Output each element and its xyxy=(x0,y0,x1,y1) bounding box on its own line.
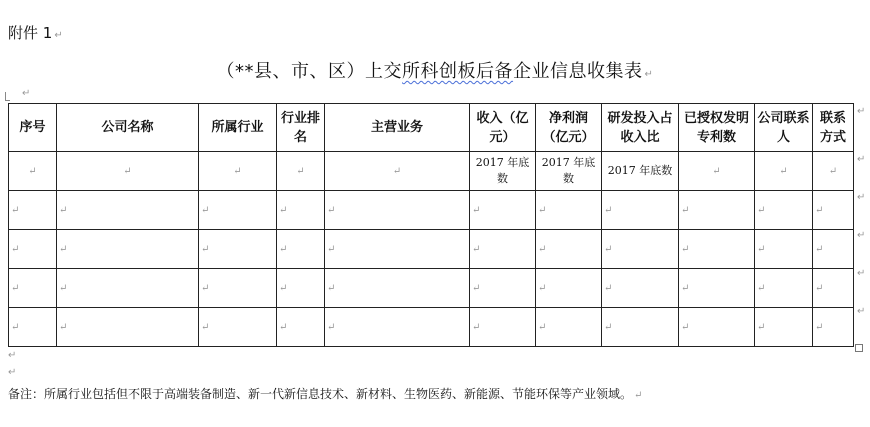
paragraph-mark-icon: ↵ xyxy=(538,243,547,255)
table-cell[interactable] xyxy=(470,269,536,308)
footnote-text: 备注：所属行业包括但不限于高端装备制造、新一代新信息技术、新材料、生物医药、新能源、节能环保等产业领域。 xyxy=(8,387,633,401)
paragraph-mark-icon: ↵ xyxy=(54,30,63,41)
paragraph-mark-icon: ↵ xyxy=(8,350,17,361)
header-cell: 行业排名 xyxy=(277,104,325,152)
table-cell[interactable] xyxy=(679,308,755,347)
unit-cell: 2017 年底数 xyxy=(536,152,602,191)
table-resize-handle[interactable] xyxy=(855,344,863,352)
table-cell[interactable] xyxy=(325,152,470,191)
title-suffix: 企业信息收集表 xyxy=(513,61,643,82)
unit-cell: 2017 年底数 xyxy=(602,152,679,191)
paragraph-mark-icon: ↵ xyxy=(815,204,824,216)
paragraph-mark-icon: ↵ xyxy=(123,165,132,177)
table-cell[interactable] xyxy=(813,269,854,308)
header-cell: 研发投入占收入比 xyxy=(602,104,679,152)
table-cell[interactable] xyxy=(813,191,854,230)
paragraph-mark-icon: ↵ xyxy=(681,321,690,333)
header-row xyxy=(9,104,854,152)
paragraph-mark-icon: ↵ xyxy=(279,321,288,333)
table-cell[interactable] xyxy=(325,308,470,347)
header-cell: 主营业务 xyxy=(325,104,470,152)
table-cell[interactable] xyxy=(679,269,755,308)
table-cell[interactable] xyxy=(536,191,602,230)
table-cell[interactable] xyxy=(602,269,679,308)
table-row xyxy=(9,308,854,347)
paragraph-mark-icon: ↵ xyxy=(857,230,866,241)
table-cell[interactable] xyxy=(470,191,536,230)
paragraph-mark-icon: ↵ xyxy=(857,106,866,117)
paragraph-mark-icon: ↵ xyxy=(644,69,654,80)
table-cell[interactable] xyxy=(813,152,854,191)
table-cell[interactable] xyxy=(470,230,536,269)
paragraph-mark-icon: ↵ xyxy=(11,243,20,255)
table-cell[interactable] xyxy=(470,308,536,347)
unit-cell: 2017 年底数 xyxy=(470,152,536,191)
table-cell[interactable] xyxy=(755,230,813,269)
paragraph-mark-icon: ↵ xyxy=(472,282,481,294)
table-cell[interactable] xyxy=(325,230,470,269)
paragraph-mark-icon: ↵ xyxy=(815,282,824,294)
paragraph-mark-icon: ↵ xyxy=(757,204,766,216)
paragraph-mark-icon: ↵ xyxy=(779,165,788,177)
paragraph-mark-icon: ↵ xyxy=(681,282,690,294)
table-anchor-icon xyxy=(5,92,10,101)
table-cell[interactable] xyxy=(755,152,813,191)
table-cell[interactable] xyxy=(57,191,199,230)
paragraph-mark-icon: ↵ xyxy=(59,204,68,216)
table-cell[interactable] xyxy=(536,269,602,308)
paragraph-mark-icon: ↵ xyxy=(279,243,288,255)
paragraph-mark-icon: ↵ xyxy=(201,321,210,333)
table-cell[interactable] xyxy=(199,191,277,230)
header-cell: 所属行业 xyxy=(199,104,277,152)
paragraph-mark-icon: ↵ xyxy=(22,88,31,99)
table-cell[interactable] xyxy=(57,230,199,269)
table-cell[interactable] xyxy=(199,230,277,269)
table-row xyxy=(9,269,854,308)
paragraph-mark-icon: ↵ xyxy=(757,243,766,255)
footnote xyxy=(8,385,642,402)
header-cell: 净利润（亿元） xyxy=(536,104,602,152)
paragraph-mark-icon: ↵ xyxy=(712,165,721,177)
paragraph-mark-icon: ↵ xyxy=(815,321,824,333)
paragraph-mark-icon: ↵ xyxy=(604,321,613,333)
table-row xyxy=(9,230,854,269)
table-cell[interactable] xyxy=(199,269,277,308)
table-cell[interactable] xyxy=(325,191,470,230)
paragraph-mark-icon: ↵ xyxy=(538,204,547,216)
table-cell[interactable] xyxy=(277,308,325,347)
paragraph-mark-icon: ↵ xyxy=(857,268,866,279)
paragraph-mark-icon: ↵ xyxy=(28,165,37,177)
paragraph-mark-icon: ↵ xyxy=(8,367,17,378)
attachment-label xyxy=(8,22,63,43)
table-cell[interactable] xyxy=(536,230,602,269)
paragraph-mark-icon: ↵ xyxy=(604,282,613,294)
header-cell: 公司联系人 xyxy=(755,104,813,152)
table-cell[interactable] xyxy=(57,152,199,191)
paragraph-mark-icon: ↵ xyxy=(681,204,690,216)
header-cell: 已授权发明专利数 xyxy=(679,104,755,152)
title-prefix: （**县、市、区）上交 xyxy=(216,61,403,82)
paragraph-mark-icon: ↵ xyxy=(59,282,68,294)
paragraph-mark-icon: ↵ xyxy=(233,165,242,177)
paragraph-mark-icon: ↵ xyxy=(815,243,824,255)
paragraph-mark-icon: ↵ xyxy=(392,165,402,177)
paragraph-mark-icon: ↵ xyxy=(327,321,336,333)
table-cell[interactable] xyxy=(755,269,813,308)
paragraph-mark-icon: ↵ xyxy=(857,192,866,203)
paragraph-mark-icon: ↵ xyxy=(538,282,547,294)
paragraph-mark-icon: ↵ xyxy=(59,321,68,333)
paragraph-mark-icon: ↵ xyxy=(857,154,866,165)
paragraph-mark-icon: ↵ xyxy=(59,243,68,255)
table-cell[interactable] xyxy=(602,191,679,230)
header-cell: 序号 xyxy=(9,104,57,152)
table-cell[interactable] xyxy=(277,230,325,269)
paragraph-mark-icon: ↵ xyxy=(472,243,481,255)
paragraph-mark-icon: ↵ xyxy=(279,204,288,216)
attachment-text: 附件 1 xyxy=(8,24,53,42)
title-underlined: 所科创板后备 xyxy=(402,61,514,82)
paragraph-mark-icon: ↵ xyxy=(201,282,210,294)
info-collection-table xyxy=(8,103,854,347)
paragraph-mark-icon: ↵ xyxy=(757,282,766,294)
table-cell[interactable] xyxy=(536,308,602,347)
table-cell[interactable] xyxy=(679,152,755,191)
table-cell[interactable] xyxy=(602,308,679,347)
paragraph-mark-icon: ↵ xyxy=(201,243,210,255)
paragraph-mark-icon: ↵ xyxy=(681,243,690,255)
table-cell[interactable] xyxy=(813,230,854,269)
paragraph-mark-icon: ↵ xyxy=(11,282,20,294)
header-cell: 收入（亿元） xyxy=(470,104,536,152)
page-title xyxy=(0,57,870,83)
table-cell[interactable] xyxy=(813,308,854,347)
paragraph-mark-icon: ↵ xyxy=(604,243,613,255)
table-cell[interactable] xyxy=(9,191,57,230)
paragraph-mark-icon: ↵ xyxy=(11,321,20,333)
table-row xyxy=(9,191,854,230)
table-cell[interactable] xyxy=(9,152,57,191)
table-cell[interactable] xyxy=(277,152,325,191)
paragraph-mark-icon: ↵ xyxy=(634,390,643,401)
table-cell[interactable] xyxy=(755,191,813,230)
paragraph-mark-icon: ↵ xyxy=(327,204,336,216)
paragraph-mark-icon: ↵ xyxy=(11,204,20,216)
table-cell[interactable] xyxy=(602,230,679,269)
paragraph-mark-icon: ↵ xyxy=(296,165,305,177)
paragraph-mark-icon: ↵ xyxy=(327,243,336,255)
table-cell[interactable] xyxy=(9,308,57,347)
table-cell[interactable] xyxy=(755,308,813,347)
paragraph-mark-icon: ↵ xyxy=(279,282,288,294)
paragraph-mark-icon: ↵ xyxy=(472,321,481,333)
table-cell[interactable] xyxy=(199,308,277,347)
paragraph-mark-icon: ↵ xyxy=(828,165,838,177)
paragraph-mark-icon: ↵ xyxy=(604,204,613,216)
paragraph-mark-icon: ↵ xyxy=(201,204,210,216)
table-cell[interactable] xyxy=(679,191,755,230)
table-cell[interactable] xyxy=(57,308,199,347)
table-cell[interactable] xyxy=(277,191,325,230)
table-cell[interactable] xyxy=(9,269,57,308)
table-cell[interactable] xyxy=(277,269,325,308)
unit-row xyxy=(9,152,854,191)
header-cell: 公司名称 xyxy=(57,104,199,152)
table-cell[interactable] xyxy=(679,230,755,269)
paragraph-mark-icon: ↵ xyxy=(472,204,481,216)
table-cell[interactable] xyxy=(57,269,199,308)
paragraph-mark-icon: ↵ xyxy=(327,282,336,294)
table-cell[interactable] xyxy=(9,230,57,269)
paragraph-mark-icon: ↵ xyxy=(757,321,766,333)
paragraph-mark-icon: ↵ xyxy=(857,306,866,317)
header-cell: 联系方式 xyxy=(813,104,854,152)
table-cell[interactable] xyxy=(325,269,470,308)
paragraph-mark-icon: ↵ xyxy=(538,321,547,333)
table-cell[interactable] xyxy=(199,152,277,191)
